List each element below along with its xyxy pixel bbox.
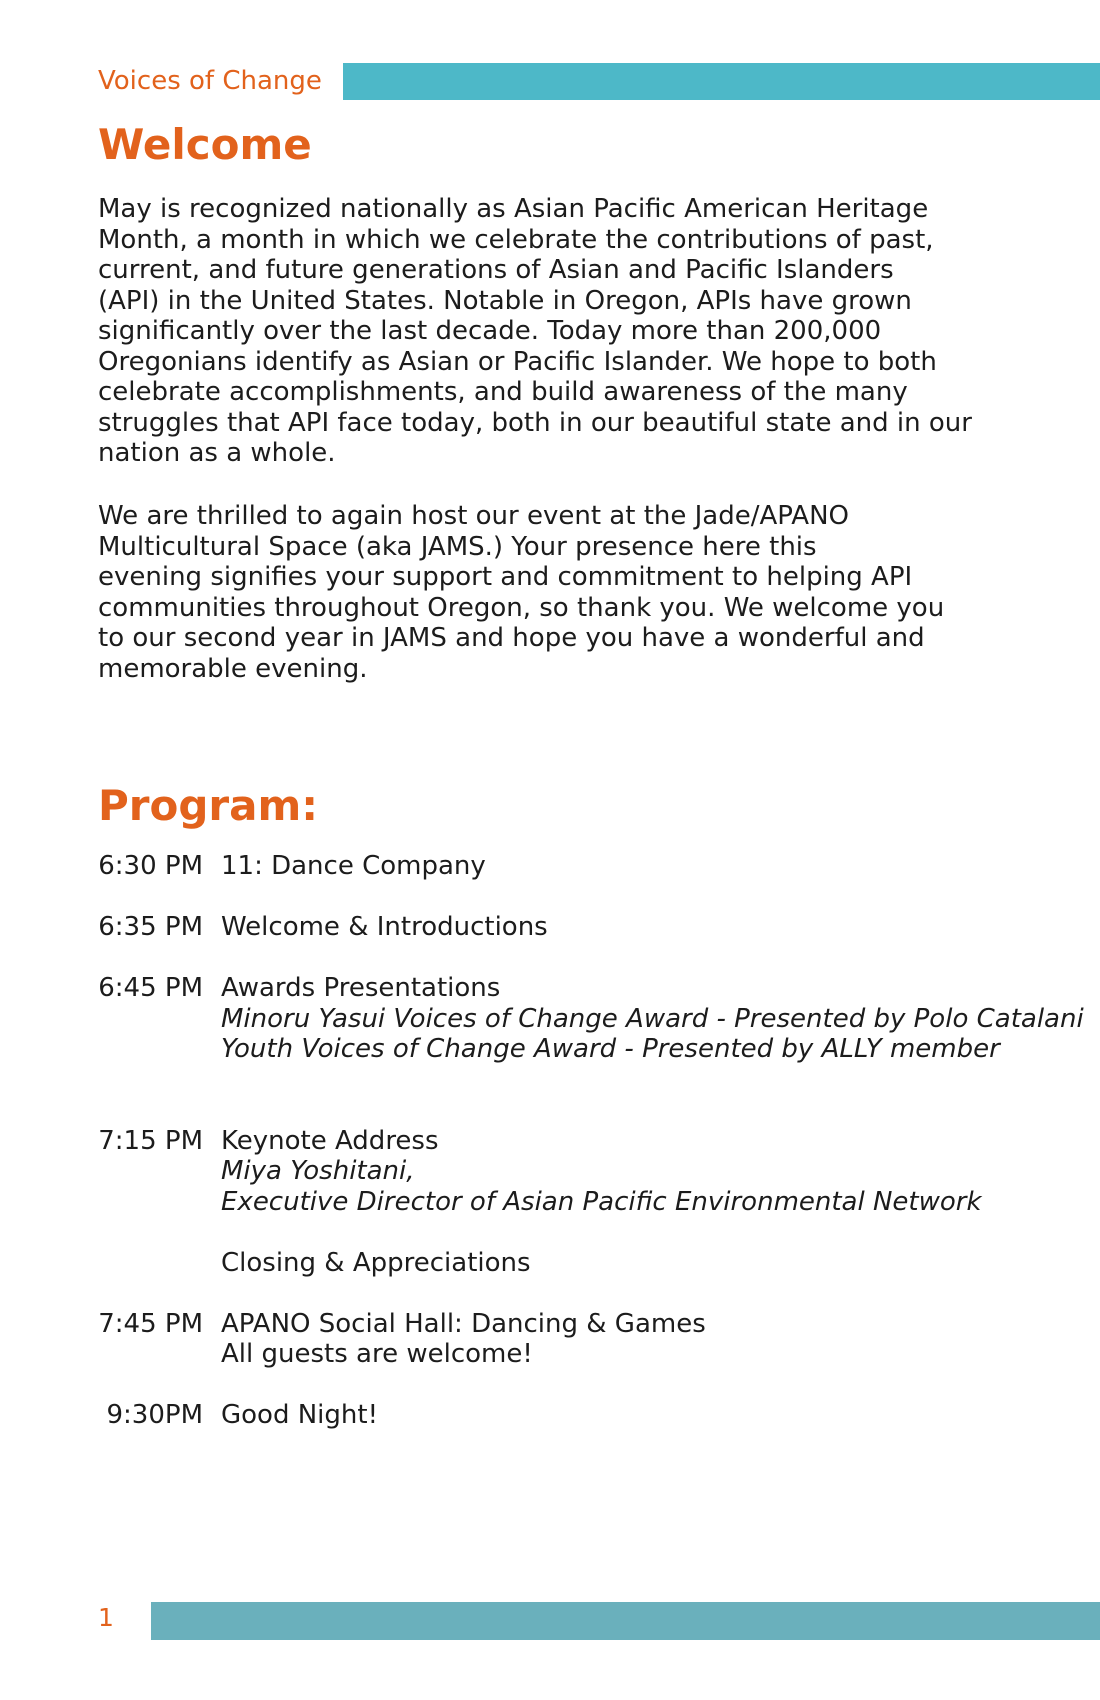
program-time: 9:30PM <box>106 1400 203 1430</box>
program-item-title: APANO Social Hall: Dancing & Games <box>221 1308 706 1339</box>
program-item <box>98 1126 1078 1218</box>
program-item-detail: Minoru Yasui Voices of Change Award - Presented by Polo Catalani <box>221 1003 1084 1034</box>
program-item-title: Welcome & Introductions <box>221 912 548 942</box>
page-number: 1 <box>98 1603 114 1632</box>
program-item-title: Keynote Address <box>221 1125 439 1156</box>
footer-bar <box>151 1602 1100 1640</box>
program-item <box>98 851 1078 882</box>
program-time: 6:45 PM <box>98 973 203 1003</box>
program-item-title: Good Night! <box>221 1400 379 1430</box>
header-bar <box>343 63 1100 100</box>
header-label: Voices of Change <box>98 66 322 96</box>
program-item-title: Closing & Appreciations <box>221 1247 531 1278</box>
program-item-detail: Miya Yoshitani, <box>221 1156 415 1186</box>
program-time <box>98 1248 203 1279</box>
program-time: 7:15 PM <box>98 1125 203 1156</box>
program-item <box>98 1309 1078 1370</box>
program-time: 6:35 PM <box>98 912 203 942</box>
program-item-detail: Youth Voices of Change Award - Presented by ALLY member <box>221 1034 1000 1064</box>
program-item-detail: Executive Director of Asian Pacific Environmental Network <box>221 1186 982 1217</box>
program-item-title: 11: Dance Company <box>221 851 486 881</box>
program-time: 6:30 PM <box>98 851 203 881</box>
program-item-title: Awards Presentations <box>221 973 501 1003</box>
program-schedule <box>98 851 1084 1431</box>
welcome-paragraph-2: We are thrilled to again host our event at the Jade/APANO Multicultural Space (aka JAMS.) Your presence here this evening signifies your support and commitment to helping API communities throughout Oregon, so thank you. We welcome you to our second year in JAMS and hope you have a wonderful and memorable evening. <box>98 501 945 684</box>
program-title: Program: <box>98 781 319 830</box>
welcome-title: Welcome <box>98 120 312 169</box>
program-time: 7:45 PM <box>98 1308 203 1339</box>
program-item <box>98 973 1084 1065</box>
welcome-paragraph-1: May is recognized nationally as Asian Pacific American Heritage Month, a month in which we celebrate the contributions of past, current, and future generations of Asian and Pacific Islanders (API) in the United States. Notable in Oregon, APIs have grown significantly over the last decade. Today more than 200,000 Oregonians identify as Asian or Pacific Islander. We hope to both celebrate accomplishments, and build awareness of the many struggles that API face today, both in our beautiful state and in our nation as a whole. <box>98 194 972 468</box>
program-item <box>98 1400 1078 1431</box>
program-item <box>98 912 1078 943</box>
program-item-note: All guests are welcome! <box>221 1339 533 1369</box>
program-item <box>98 1248 1078 1279</box>
